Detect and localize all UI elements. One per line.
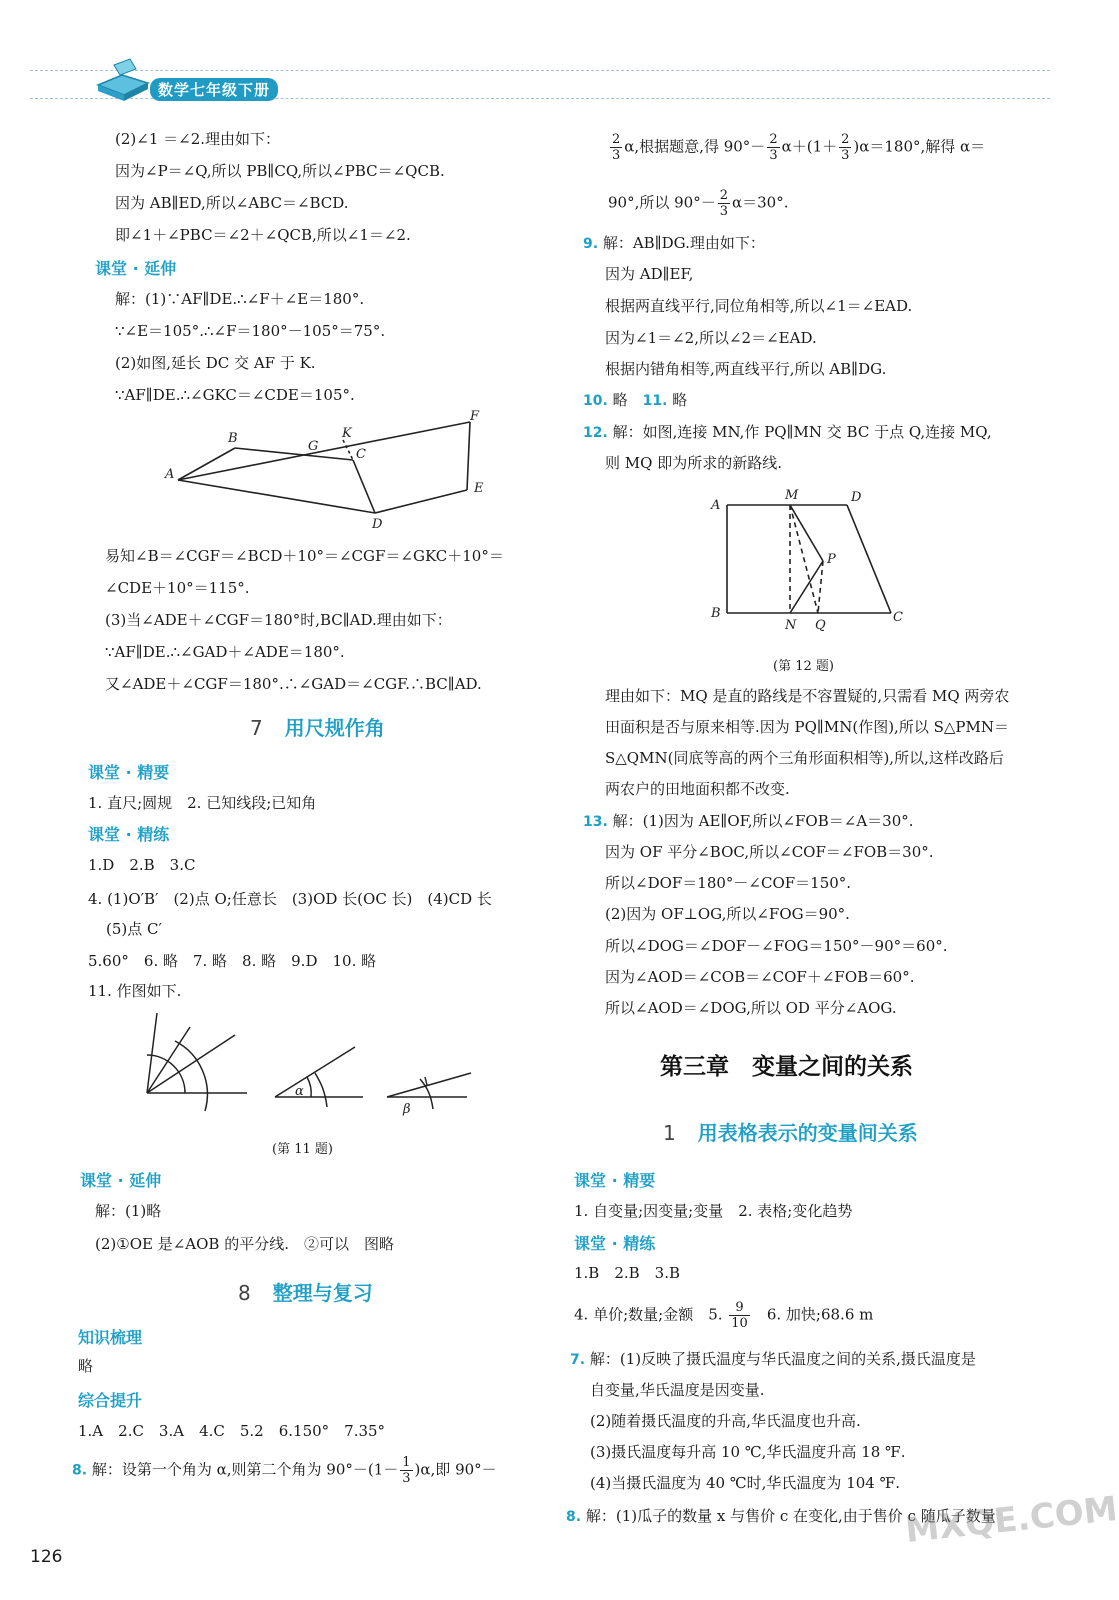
figure-label: α	[295, 1084, 304, 1099]
answer-line: 1.A 2.C 3.A 4.C 5.2 6.150° 7.35°	[78, 1422, 386, 1440]
answer-line: 11. 作图如下.	[88, 982, 182, 1000]
answer-line: 1.B 2.B 3.B	[574, 1264, 681, 1282]
header-title: 数学七年级下册	[150, 78, 278, 101]
section-label: 课堂 · 延伸	[80, 1171, 162, 1190]
text-line: (2)∠1 ＝∠2.理由如下：	[115, 130, 281, 148]
figure-compass-construction	[135, 1005, 485, 1115]
figure-label: N	[785, 618, 797, 633]
chapter-title: 第三章 变量之间的关系	[660, 1054, 913, 1080]
answer-line: 根据内错角相等,两直线平行,所以 AB∥DG.	[605, 360, 887, 378]
figure-label: A	[711, 498, 721, 513]
answer-line: 1. 直尺;圆规 2. 已知线段;已知角	[88, 794, 317, 812]
section-label: 课堂 · 精练	[574, 1234, 656, 1253]
answer-line: 1. 自变量;因变量;变量 2. 表格;变化趋势	[574, 1202, 853, 1220]
answer-line: $\frac{2}{3}$ α,根据题意,得 90°－ $\frac{2}{3}$ α＋(1＋ $\frac{2}{3}$ )α＝180°,解得 α＝	[612, 132, 986, 163]
answer-line: 4. 单价;数量;金额 5. $\frac{9}{10}$ 6. 加快;68.6 m	[574, 1300, 874, 1331]
page-number: 126	[30, 1547, 63, 1567]
figure-quadrilateral	[160, 410, 500, 540]
text-line: 因为∠P＝∠Q,所以 PB∥CQ,所以∠PBC＝∠QCB.	[115, 162, 445, 180]
answer-line: 8. 解：设第一个角为 α,则第二个角为 90°－(1－ $\frac{1}{3}$ )α,即 90°－	[72, 1455, 497, 1486]
text-line: 解：(1)∵AF∥DE.∴∠F＋∠E＝180°.	[115, 290, 365, 308]
section-label: 综合提升	[78, 1391, 143, 1410]
answer-line: 理由如下：MQ 是直的路线是不容置疑的,只需看 MQ 两旁农	[605, 687, 1010, 705]
answer-line: 解：(1)略	[95, 1202, 162, 1220]
figure-label: A	[165, 467, 175, 482]
book-icon	[92, 55, 154, 105]
answer-line: 12. 解：如图,连接 MN,作 PQ∥MN 交 BC 于点 Q,连接 MQ,	[583, 423, 992, 441]
figure-label: K	[342, 426, 352, 441]
text-line: (2)如图,延长 DC 交 AF 于 K.	[115, 354, 316, 372]
section-label: 课堂 · 精练	[88, 825, 170, 844]
answer-line: 8. 解：(1)瓜子的数量 x 与售价 c 在变化,由于售价 c 随瓜子数量	[566, 1507, 996, 1525]
text-line: ∠CDE＋10°＝115°.	[105, 579, 250, 597]
figure-label: D	[372, 517, 383, 532]
figure-caption: (第 11 题)	[272, 1142, 333, 1157]
figure-label: C	[356, 447, 366, 462]
answer-line: 因为 AD∥EF,	[605, 265, 694, 283]
figure-label: E	[474, 481, 484, 496]
answer-line: 因为∠AOD＝∠COB＝∠COF＋∠FOB＝60°.	[605, 968, 915, 986]
watermark: MXQE.COM	[903, 1488, 1119, 1552]
figure-label: B	[711, 606, 721, 621]
answer-line: 10. 略 11. 略	[583, 391, 688, 409]
answer-line: 略	[78, 1357, 94, 1375]
answer-line: (2)因为 OF⊥OG,所以∠FOG＝90°.	[605, 905, 850, 923]
answer-line: (3)摄氏温度每升高 10 ℃,华氏温度升高 18 ℉.	[590, 1443, 906, 1461]
section-title: 7 用尺规作角	[250, 716, 385, 740]
header-rule-top	[30, 70, 1050, 71]
answer-line: 7. 解：(1)反映了摄氏温度与华氏温度之间的关系,摄氏温度是	[570, 1350, 976, 1368]
answer-line: 两农户的田地面积都不改变.	[605, 780, 790, 798]
text-line: 因为 AB∥ED,所以∠ABC＝∠BCD.	[115, 194, 349, 212]
text-line: ∵AF∥DE.∴∠GAD＋∠ADE＝180°.	[105, 643, 345, 661]
section-title: 8 整理与复习	[238, 1281, 373, 1305]
section-label: 课堂 · 精要	[574, 1171, 656, 1190]
text-line: (3)当∠ADE＋∠CGF＝180°时,BC∥AD.理由如下：	[105, 611, 452, 629]
text-line: 又∠ADE＋∠CGF＝180°.∴∠GAD＝∠CGF.∴BC∥AD.	[105, 675, 482, 693]
answer-line: 5.60° 6. 略 7. 略 8. 略 9.D 10. 略	[88, 952, 377, 970]
answer-line: (2)随着摄氏温度的升高,华氏温度也升高.	[590, 1412, 861, 1430]
section-label: 知识梳理	[78, 1328, 143, 1347]
section-label: 课堂 · 延伸	[95, 259, 177, 278]
answer-line: 4. (1)O′B′ (2)点 O;任意长 (3)OD 长(OC 长) (4)CD 长	[88, 890, 492, 908]
figure-caption: (第 12 题)	[773, 659, 834, 674]
text-line: 易知∠B＝∠CGF＝∠BCD＋10°＝∠CGF＝∠GKC＋10°＝	[105, 547, 504, 565]
figure-label: B	[228, 431, 238, 446]
figure-field-path	[705, 485, 915, 635]
section-label: 课堂 · 精要	[88, 763, 170, 782]
answer-line: 所以∠AOD＝∠DOG,所以 OD 平分∠AOG.	[605, 999, 897, 1017]
text-line: ∵AF∥DE.∴∠GKC＝∠CDE＝105°.	[115, 386, 355, 404]
answer-line: 90°,所以 90°－ $\frac{2}{3}$ α＝30°.	[608, 188, 789, 219]
figure-label: F	[470, 409, 480, 424]
answer-line: (4)当摄氏温度为 40 ℃时,华氏温度为 104 ℉.	[590, 1474, 901, 1492]
answer-line: 根据两直线平行,同位角相等,所以∠1＝∠EAD.	[605, 297, 913, 315]
answer-line: 田面积是否与原来相等.因为 PQ∥MN(作图),所以 S△PMN＝	[605, 718, 1009, 736]
answer-line: 则 MQ 即为所求的新路线.	[605, 454, 782, 472]
answer-line: (2)①OE 是∠AOB 的平分线. ②可以 图略	[95, 1235, 394, 1253]
text-line: 即∠1＋∠PBC＝∠2＋∠QCB,所以∠1＝∠2.	[115, 226, 411, 244]
figure-label: M	[785, 488, 799, 503]
figure-label: G	[308, 439, 319, 454]
answer-line: S△QMN(同底等高的两个三角形面积相等),所以,这样改路后	[605, 749, 1004, 767]
answer-line: (5)点 C′	[106, 920, 162, 938]
answer-line: 所以∠DOG＝∠DOF－∠FOG＝150°－90°＝60°.	[605, 937, 948, 955]
figure-label: C	[893, 610, 903, 625]
answer-line: 因为 OF 平分∠BOC,所以∠COF＝∠FOB＝30°.	[605, 843, 934, 861]
answer-line: 9. 解：AB∥DG.理由如下：	[583, 234, 765, 252]
answer-line: 13. 解：(1)因为 AE∥OF,所以∠FOB＝∠A＝30°.	[583, 812, 914, 830]
answer-line: 1.D 2.B 3.C	[88, 856, 196, 874]
answer-line: 自变量,华氏温度是因变量.	[590, 1381, 765, 1399]
answer-line: 所以∠DOF＝180°－∠COF＝150°.	[605, 874, 852, 892]
text-line: ∵∠E＝105°.∴∠F＝180°－105°＝75°.	[115, 322, 386, 340]
figure-label: D	[851, 490, 862, 505]
section-title: 1 用表格表示的变量间关系	[663, 1121, 918, 1145]
figure-label: Q	[815, 618, 826, 633]
answer-line: 因为∠1＝∠2,所以∠2＝∠EAD.	[605, 329, 817, 347]
figure-label: β	[403, 1102, 411, 1117]
figure-label: P	[827, 552, 836, 567]
